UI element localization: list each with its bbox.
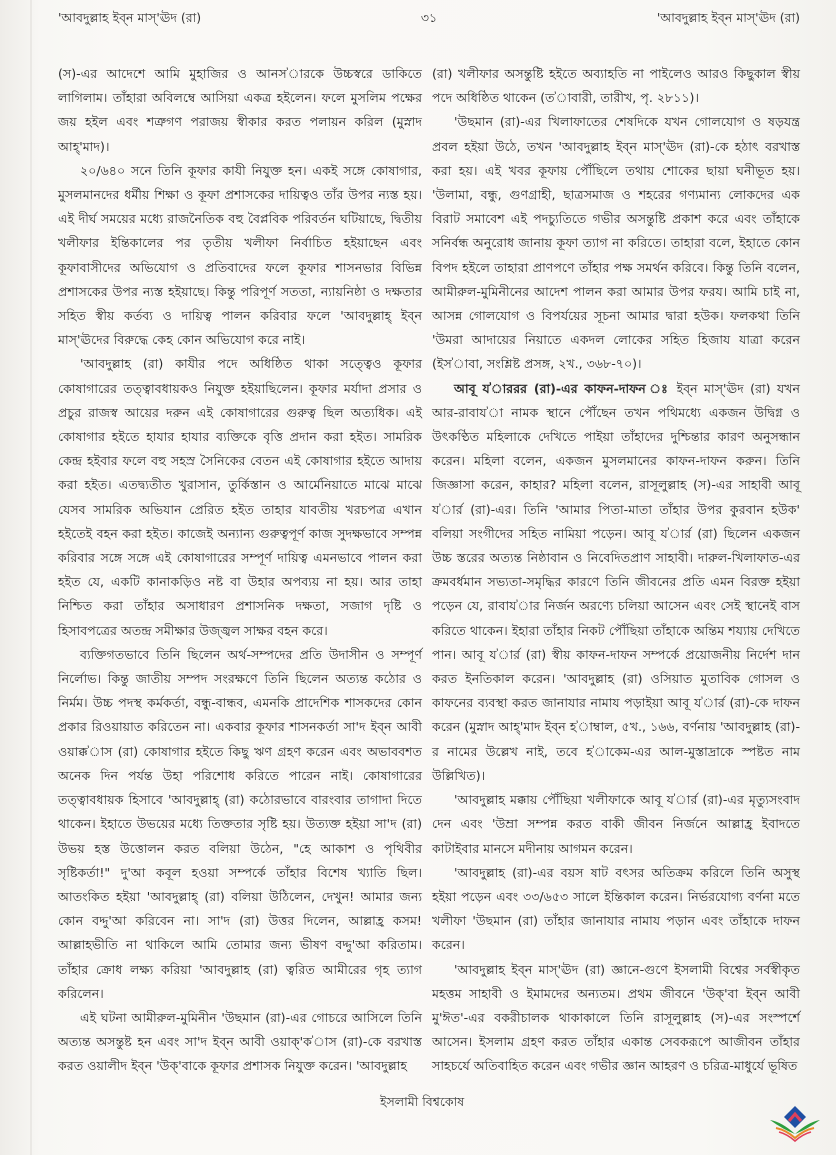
paragraph: ব্যক্তিগতভাবে তিনি ছিলেন অর্থ-সম্পদের প্রতি উদাসীন ও সম্পূর্ণ নির্লোভ। কিন্তু জাতীয় সম্পদ সংরক্ষণে তিনি ছিলেন অত্যন্ত কঠোর ও নির্মম। উচ্চ পদস্থ কর্মকর্তা, বন্ধু-বান্ধব, এমনকি প্রাদেশিক শাসকদের কোন প্রকার রিওয়ায়াত করিতেন না। একবার কূফার শাসনকর্তা সা'দ ইব্ন আবী ওয়াক্ক'াস (রা) কোষাগার হইতে কিছু ঋণ গ্রহণ করেন এবং অভাববশত অনেক দিন পর্যন্ত উহা পরিশোধ করিতে পারেন নাই। কোষাগারের তত্ত্বাবধায়ক হিসাবে 'আবদুল্লাহ্ (রা) কঠোরভাবে বারংবার তাগাদা দিতে থাকেন। ইহাতে উভয়ের মধ্যে তিক্ততার সৃষ্টি হয়। উত্যক্ত হইয়া সা'দ (রা) উভয় হস্ত উত্তোলন করত বলিয়া উঠেন, "হে আকাশ ও পৃথিবীর সৃষ্টিকর্তা!" দু'আ কবূল হওয়া সম্পর্কে তাঁহার বিশেষ খ্যাতি ছিল। আতংকিত হইয়া 'আবদুল্লাহ্ (রা) বলিয়া উঠিলেন, দেখুন! আমার জন্য কোন বদ্দু'আ করিবেন না। সা'দ (রা) উত্তর দিলেন, আল্লাহ্র কসম! আল্লাহভীতি না থাকিলে আমি তোমার জন্য ভীষণ বদ্দু'আ করিতাম। তাঁহার ক্রোধ লক্ষ্য করিয়া 'আবদুল্লাহ (রা) ত্বরিত আমীরের গৃহ ত্যাগ করিলেন। xyxy=(58,646,422,1001)
footer-row xyxy=(58,1093,800,1145)
subsection-heading: আবূ য'াররর (রা)-এর কাফন-দাফন ঃ xyxy=(454,380,671,396)
paragraph: 'উছমান (রা)-এর খিলাফাতের শেষদিকে যখন গোলযোগ ও ষড়যন্ত্র প্রবল হইয়া উঠে, তখন 'আবদুল্লাহ ইব্ন মাস্'ঊদ (রা)-কে হঠাৎ বরখাস্ত করা হয়। এই খবর কূফায় পৌঁছিলে তথায় শোকের ছায়া ঘনীভূত হয়। 'উলামা, বন্ধু, গুণগ্রাহী, ছাত্রসমাজ ও শহরের গণ্যমান্য লোকদের এক বিরাট সমাবেশ এই পদচ্যুতিতে গভীর অসন্তুষ্টি প্রকাশ করে এবং তাঁহাকে সনির্বন্ধ অনুরোধ জানায় কূফা ত্যাগ না করিতে। তাহারা বলে, ইহাতে কোন বিপদ হইলে তাহারা প্রাণপণে তাঁহার পক্ষ সমর্থন করিবে। কিন্তু তিনি বলেন, আমীরুল-মুমিনীনের আদেশ পালন করা আমার উপর ফরয। আমি চাই না, আসন্ন গোলযোগ ও বিপর্যয়ের সূচনা আমার দ্বারা হউক। ফলকথা তিনি 'উমরা আদায়ের নিয়াতে একদল লোকের সহিত হিজায যাত্রা করেন (ইস'াবা, সংশ্লিষ্ট প্রসঙ্গ, ২খ., ৩৬৮-৭০)। xyxy=(432,114,800,372)
logo-book-line-2 xyxy=(779,1132,811,1141)
footer-publication-title: ইসলামী বিশ্বকোষ xyxy=(380,1093,465,1109)
paragraph: এই ঘটনা আমীরুল-মুমিনীন 'উছমান (রা)-এর গোচরে আসিলে তিনি অত্যন্ত অসন্তুষ্ট হন এবং সা'দ ইব্ন আবী ওয়াক্'ক'াস (রা)-কে বরখাস্ত করত ওয়ালীদ ইব্ন 'উক্'বাকে কূফার প্রশাসক নিযুক্ত করেন। 'আবদুল্লাহ xyxy=(58,1009,422,1074)
page-gutter-shadow xyxy=(30,0,32,1155)
two-column-body xyxy=(58,62,800,1079)
paragraph: (রা) খলীফার অসন্তুষ্টি হইতে অব্যাহতি না পাইলেও আরও কিছুকাল স্বীয় পদে অধিষ্ঠিত থাকেন (ত'াবারী, তারীখ, পৃ. ২৮১১)। xyxy=(432,66,800,106)
paragraph-body: ইব্ন মাস্'ঊদ (রা) যখন আর-রাবায'া নামক স্থানে পৌঁছেন তখন পথিমধ্যে একজন উদ্বিগ্ন ও উৎকণ্ঠিত মহিলাকে দেখিতে পাইয়া তাঁহাদের দুশ্চিন্তার কারণ অনুসন্ধান করেন। মহিলা বলেন, একজন মুসলমানের কাফন-দাফন করুন। তিনি জিজ্ঞাসা করেন, কাহার? মহিলা বলেন, রাসূলুল্লাহ (স)-এর সাহাবী আবূ য'ার্র (রা)-এর। তিনি 'আমার পিতা-মাতা তাঁহার উপর কুরবান হউক' বলিয়া সংগীদের সহিত নামিয়া পড়েন। আবূ য'ার্র (রা) ছিলেন একজন উচ্চ স্তরের অত্যন্ত নিষ্ঠাবান ও নিবেদিতপ্রাণ সাহাবী। দারুল-খিলাফাত-এর ক্রমবর্ধমান সভ্যতা-সমৃদ্ধির কারণে তিনি জীবনের প্রতি এমন বিরক্ত হইয়া পড়েন যে, রাবায'ার নির্জন অরণ্যে চলিয়া আসেন এবং সেই স্থানেই বাস করিতে থাকেন। ইহারা তাঁহার নিকট পৌঁছিয়া তাঁহাকে অন্তিম শয্যায় দেখিতে পান। আবূ য'ার্র (রা) স্বীয় কাফন-দাফন সম্পর্কে প্রয়োজনীয় নির্দেশ দান করত ইনতিকাল করেন। 'আবদুল্লাহ (রা) ওসিয়াত মুতাবিক গোসল ও কাফনের ব্যবস্থা করত জানাযার নামায পড়াইয়া আবূ য'ার্র (রা)-কে দাফন করেন (মুস্নাদ আহ্'মাদ ইব্ন হ'াম্বাল, ৫খ., ১৬৬, বর্ণনায় 'আবদুল্লাহ (রা)-র নামের উল্লেখ নাই, তবে হ'াকেম-এর আল-মুস্তাদ্রাকে স্পষ্টত নাম উল্লিখিত)। xyxy=(432,380,801,783)
paragraph: ২০/৬৪০ সনে তিনি কূফার কাযী নিযুক্ত হন। একই সঙ্গে কোষাগার, মুসলমানদের ধর্মীয় শিক্ষা ও কূফা প্রশাসকের দায়িত্বও তাঁর উপর ন্যস্ত হয়। এই দীর্ঘ সময়ের মধ্যে রাজনৈতিক বহু বৈপ্লবিক পরিবর্তন ঘটিয়াছে, দ্বিতীয় খলীফার ইন্তিকালের পর তৃতীয় খলীফা নির্বাচিত হইয়াছেন এবং কূফাবাসীদের অভিযোগ ও প্রতিবাদের ফলে কূফার শাসনভার বিভিন্ন প্রশাসকের উপর ন্যস্ত হইয়াছে। কিন্তু পরিপূর্ণ সততা, ন্যায়নিষ্ঠা ও দক্ষতার সহিত স্বীয় কর্তব্য ও দায়িত্ব পালন করিবার ফলে 'আবদুল্লাহ্ ইব্ন মাস্'ঊদের বিরুদ্ধে কেহ কোন অভিযোগ করে নাই। xyxy=(58,162,422,348)
page-number: ৩১ xyxy=(420,10,438,25)
paragraph-with-subheading xyxy=(432,377,800,788)
left-column xyxy=(58,62,422,1079)
logo-diamond xyxy=(784,1106,806,1128)
right-column xyxy=(432,62,800,1079)
paragraph: (স)-এর আদেশে আমি মুহাজির ও আনস'ারকে উচ্চস্বরে ডাকিতে লাগিলাম। তাঁহারা অবিলম্বে আসিয়া একত্র হইলেন। ফলে মুসলিম পক্ষের জয় হইল এবং শত্রুগণ পরাজয় স্বীকার করত পলায়ন করিল (মুস্নাদ আহ্'মাদ)। xyxy=(58,66,422,154)
paragraph: 'আবদুল্লাহ (রা)-এর বয়স ষাট বৎসর অতিক্রম করিলে তিনি অসুস্থ হইয়া পড়েন এবং ৩৩/৬৫৩ সালে ইন্তিকাল করেন। নির্ভরযোগ্য বর্ণনা মতে খলীফা 'উছমান (রা) তাঁহার জানাযার নামায পড়ান এবং তাঁহাকে দাফন করেন। xyxy=(432,864,800,953)
paragraph: 'আবদুল্লাহ (রা) কাযীর পদে অধিষ্ঠিত থাকা সত্ত্বেও কূফার কোষাগারের তত্ত্বাবধায়কও নিযুক্ত হইয়াছিলেন। কূফার মর্যাদা প্রসার ও প্রচুর রাজস্ব আয়ের দরুন এই কোষাগারের গুরুত্ব ছিল অত্যধিক। এই কোষাগার হইতে হাযার হাযার ব্যক্তিকে বৃত্তি প্রদান করা হইত। সামরিক কেন্দ্র হইবার ফলে বহু সহস্র সৈনিকের বেতন এই কোষাগার হইতে আদায় করা হইত। এতদ্ব্যতীত খুরাসান, তুর্কিস্তান ও আর্মেনিয়াতে মাঝে মাঝে যেসব সামরিক অভিযান প্রেরিত হইত তাহার যাবতীয় খরচপত্র এখান হইতেই বহন করা হইত। কাজেই অন্যান্য গুরুত্বপূর্ণ কাজ সুদক্ষভাবে সম্পন্ন করিবার সঙ্গে সঙ্গে এই কোষাগারের সম্পূর্ণ দায়িত্ব এমনভাবে পালন করা হইত যে, একটি কানাকড়িও নষ্ট বা উহার অপব্যয় না হয়। আর তাহা নিশ্চিত করা তাঁহার অসাধারণ প্রশাসনিক দক্ষতা, সজাগ দৃষ্টি ও হিসাবপত্রের অতন্দ্র সমীক্ষার উজ্জ্বল সাক্ষর বহন করে। xyxy=(58,356,422,638)
running-head-left: 'আবদুল্লাহ ইব্ন মাস্'ঊদ (রা) xyxy=(58,10,202,25)
running-head-right: 'আবদুল্লাহ ইব্ন মাস্'ঊদ (রা) xyxy=(656,10,800,25)
paragraph: 'আবদুল্লাহ ইব্ন মাস্'ঊদ (রা) জ্ঞানে-গুণে ইসলামী বিশ্বের সর্বস্বীকৃত মহত্তম সাহাবী ও ইমামদের অন্যতম। প্রথম জীবনে 'উক্'বা ইব্ন আবী মু'ঈত'-এর বকরীচালক থাকাকালে তিনি রাসূলুল্লাহ (স)-এর সংস্পর্শে আসেন। ইসলাম গ্রহণ করত তাঁহার একান্ত সেবকরূপে আজীবন তাঁহার সাহচর্যে অতিবাহিত করেন এবং গভীর জ্ঞান আহরণ ও চরিত্র-মাধুর্যে ভূষিত xyxy=(432,961,800,1074)
paragraph: 'আবদুল্লাহ মক্কায় পৌঁছিয়া খলীফাকে আবূ য'ার্র (রা)-এর মৃত্যুসংবাদ দেন এবং 'উম্রা সম্পন্ন করত বাকী জীবন নির্জনে আল্লাহ্র ইবাদতে কাটাইবার মানসে মদীনায় আগমন করেন। xyxy=(432,792,800,856)
islamic-foundation-logo-icon xyxy=(766,1104,824,1144)
running-head-row xyxy=(58,9,800,27)
